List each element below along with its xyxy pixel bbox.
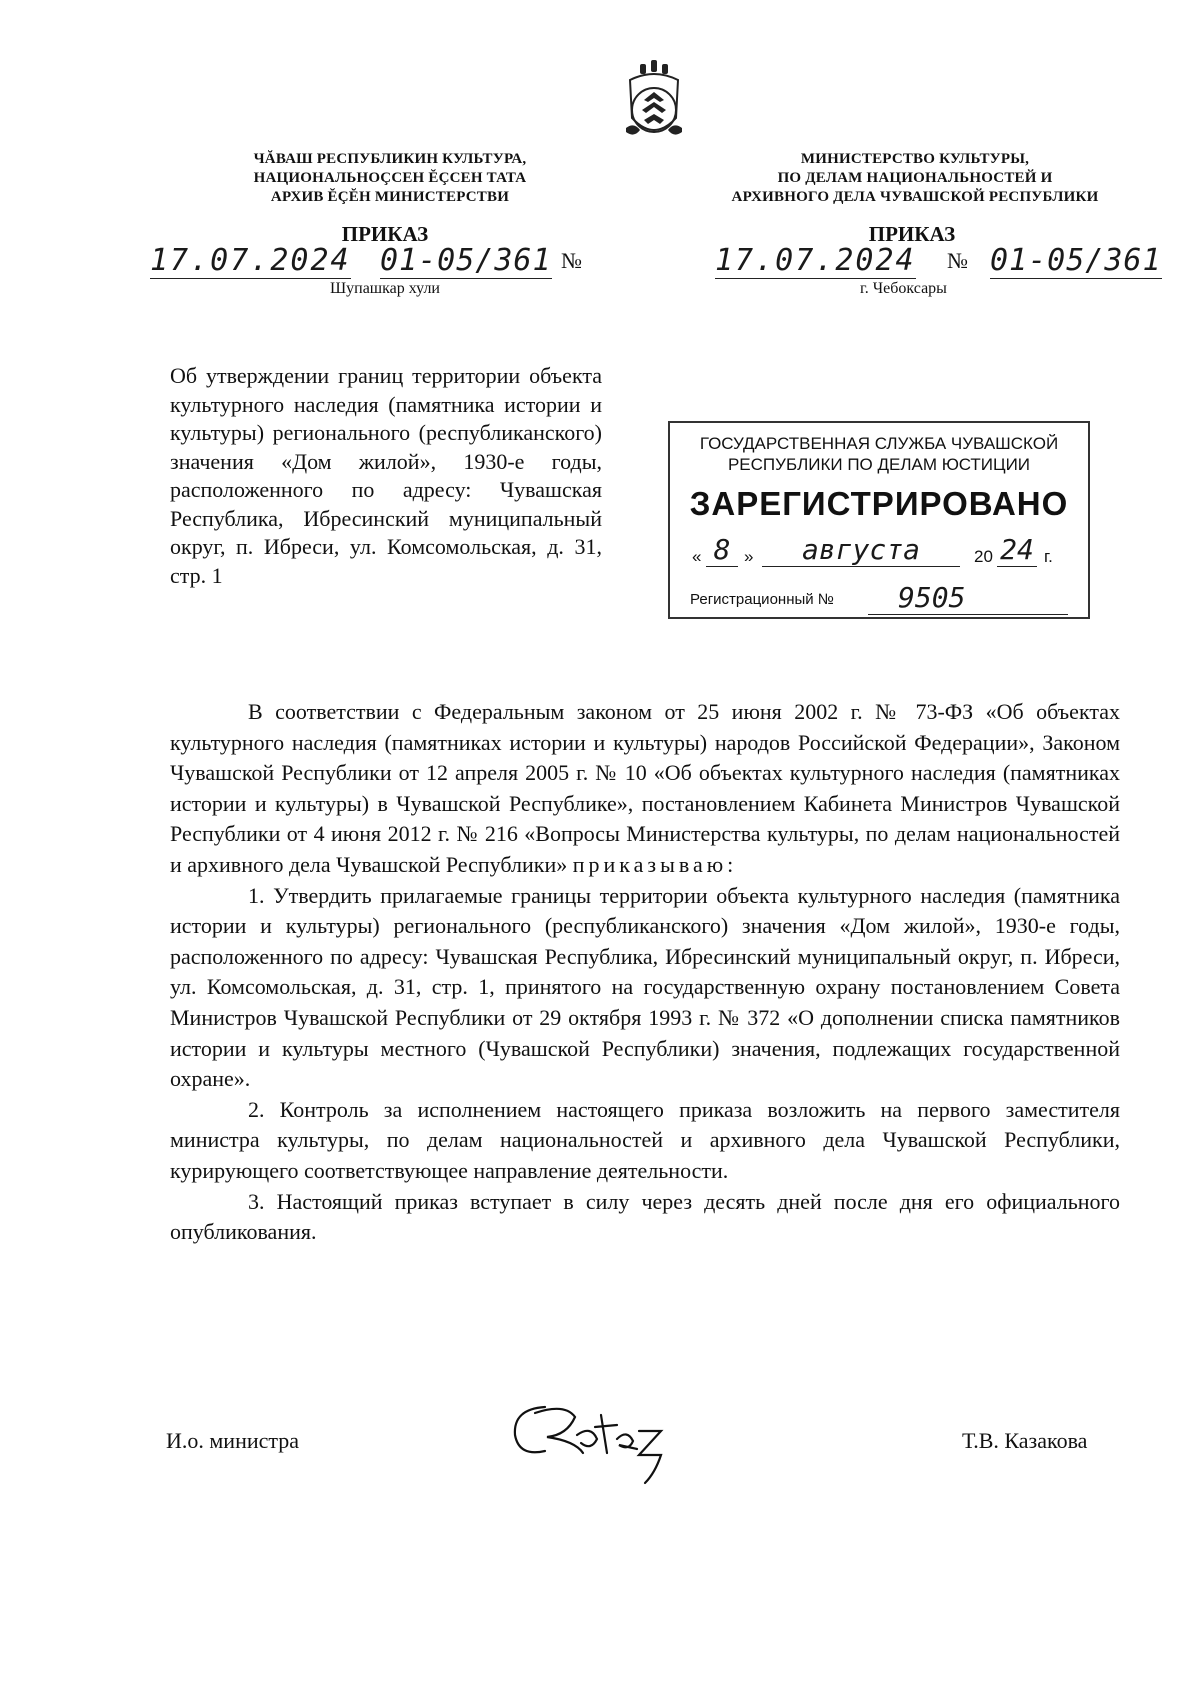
order-date-left: 17.07.2024 bbox=[150, 243, 351, 278]
stamp-status: ЗАРЕГИСТРИРОВАНО bbox=[689, 485, 1069, 522]
registration-stamp bbox=[668, 421, 1090, 619]
place-left: Шупашкар хули bbox=[330, 280, 440, 297]
order-title-left: ПРИКАЗ bbox=[341, 222, 429, 246]
stamp-reg-label: Регистрационный № bbox=[690, 591, 834, 608]
body-intro: В соответствии с Федеральным законом от 25 июня 2002 г. № 73-ФЗ «Об объектах культурного наследия (памятниках истории и культуры) народов Российской Федерации», Законом Чувашской Республики от 12 апреля 2005 г. № 10 «Об объектах культурного наследия (памятниках истории и культуры) в Чувашской Республике», постановлением Кабинета Министров Чувашской Республики от 4 июня 2012 г. № 216 «Вопросы Министерства культуры, по делам национальностей и архивного дела Чувашской Республики» bbox=[170, 699, 1120, 877]
header-left-line-2: НАЦИОНАЛЬНОÇСЕН ĔÇСЕН ТАТА bbox=[253, 170, 527, 186]
stamp-org-line-2: РЕСПУБЛИКИ ПО ДЕЛАМ ЮСТИЦИИ bbox=[727, 455, 1031, 474]
body-item-3: 3. Настоящий приказ вступает в силу через десять дней после дня его официального опубликования. bbox=[170, 1188, 1120, 1245]
body-intro-action: приказываю: bbox=[572, 851, 738, 877]
order-number-left: 01-05/361 bbox=[380, 243, 552, 278]
header-left bbox=[225, 150, 555, 207]
handwritten-signature bbox=[505, 1395, 675, 1490]
order-date-right: 17.07.2024 bbox=[715, 243, 916, 278]
stamp-year-suffix: 24 bbox=[997, 533, 1037, 567]
coat-of-arms-icon bbox=[614, 58, 694, 150]
document-title: Об утверждении границ территории объекта культурного наследия (памятника истории и культуры) регионального (республиканского) значения «Дом жилой», 1930-е годы, расположенного по адресу: Чувашская Республика, Ибресинский муниципальный округ, п. Ибреси, ул. Комсомольская, д. 31, стр. 1 bbox=[170, 363, 602, 588]
signatory-name: Т.В. Казакова bbox=[962, 1428, 1088, 1453]
body-item-1: 1. Утвердить прилагаемые границы территории объекта культурного наследия (памятника истории и культуры) регионального (республиканского) значения «Дом жилой», 1930-е годы, расположенного по адресу: Чувашская Республика, Ибресинский муниципальный округ, п. Ибреси, ул. Комсомольская, д. 31, стр. 1, принятого на государственную охрану постановлением Совета Министров Чувашской Республики от 29 октября 1993 г. № 372 «О дополнении списка памятников истории и культуры местного (Чувашской Республики) значения, подлежащих государственной охране». bbox=[170, 882, 1120, 1092]
order-number-right: 01-05/361 bbox=[990, 243, 1162, 278]
body-item-2: 2. Контроль за исполнением настоящего приказа возложить на первого заместителя министра культуры, по делам национальностей и архивного дела Чувашской Республики, курирующего соответствующее направление деятельности. bbox=[170, 1096, 1120, 1183]
number-sign-left: № bbox=[561, 248, 582, 273]
stamp-quote-open: « bbox=[692, 547, 702, 566]
stamp-quote-close: » bbox=[744, 547, 754, 566]
header-right-line-3: АРХИВНОГО ДЕЛА ЧУВАШСКОЙ РЕСПУБЛИКИ bbox=[731, 189, 1099, 205]
stamp-year-unit: г. bbox=[1044, 547, 1053, 566]
stamp-month: августа bbox=[762, 533, 960, 567]
number-sign-right: № bbox=[947, 248, 968, 273]
header-right-line-2: ПО ДЕЛАМ НАЦИОНАЛЬНОСТЕЙ И bbox=[777, 170, 1053, 186]
order-title-right: ПРИКАЗ bbox=[868, 222, 956, 246]
stamp-reg-row bbox=[690, 581, 1080, 613]
place-right: г. Чебоксары bbox=[860, 280, 947, 297]
document-body bbox=[170, 697, 1120, 1248]
header-left-line-3: АРХИВ ĔÇĔН МИНИСТЕРСТВИ bbox=[270, 189, 510, 205]
stamp-organization bbox=[670, 433, 1088, 475]
header-right bbox=[705, 150, 1125, 207]
body-intro-paragraph bbox=[170, 697, 1120, 881]
stamp-date-row bbox=[692, 533, 1072, 573]
header-left-line-1: ЧĂВАШ РЕСПУБЛИКИН КУЛЬТУРА, bbox=[253, 151, 527, 167]
signatory-role: И.о. министра bbox=[166, 1428, 300, 1453]
stamp-day: 8 bbox=[706, 533, 738, 567]
stamp-org-line-1: ГОСУДАРСТВЕННАЯ СЛУЖБА ЧУВАШСКОЙ bbox=[699, 434, 1059, 453]
header-right-line-1: МИНИСТЕРСТВО КУЛЬТУРЫ, bbox=[800, 151, 1030, 167]
stamp-year-prefix: 20 bbox=[974, 547, 993, 566]
stamp-reg-number: 9505 bbox=[868, 581, 1068, 615]
